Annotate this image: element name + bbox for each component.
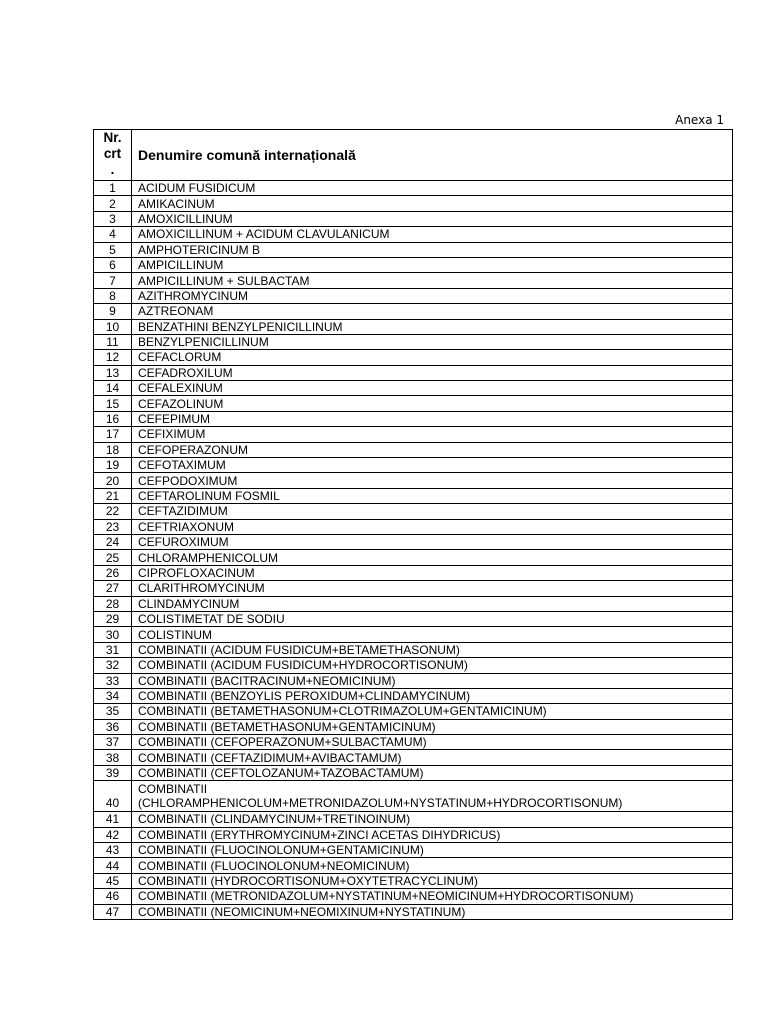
row-name: CEFAZOLINUM: [132, 396, 733, 411]
table-row: [94, 488, 733, 503]
row-number: 6: [94, 257, 132, 272]
row-number: 7: [94, 273, 132, 288]
table-row: [94, 534, 733, 549]
row-number: 11: [94, 334, 132, 349]
row-number: 39: [94, 765, 132, 780]
row-name: CEFUROXIMUM: [132, 534, 733, 549]
row-number: 27: [94, 581, 132, 596]
row-name: CLARITHROMYCINUM: [132, 581, 733, 596]
row-number: 32: [94, 658, 132, 673]
row-name: COMBINATII (BETAMETHASONUM+CLOTRIMAZOLUM+GENTAMICINUM): [132, 704, 733, 719]
row-number: 31: [94, 642, 132, 657]
table-header-row: [94, 130, 733, 181]
table-row: [94, 350, 733, 365]
table-row: [94, 581, 733, 596]
row-name: CEFPODOXIMUM: [132, 473, 733, 488]
table-row: [94, 688, 733, 703]
row-name: CLINDAMYCINUM: [132, 596, 733, 611]
row-number: 4: [94, 227, 132, 242]
row-number: 19: [94, 458, 132, 473]
row-name: BENZYLPENICILLINUM: [132, 334, 733, 349]
row-name: AZTREONAM: [132, 304, 733, 319]
row-number: 37: [94, 735, 132, 750]
table-row: [94, 396, 733, 411]
table-row: [94, 596, 733, 611]
row-name: AMPICILLINUM: [132, 257, 733, 272]
table-row: [94, 257, 733, 272]
row-number: 26: [94, 565, 132, 580]
table-row: [94, 889, 733, 904]
table-row: [94, 427, 733, 442]
table-row: [94, 843, 733, 858]
row-name: COMBINATII (METRONIDAZOLUM+NYSTATINUM+NEOMICINUM+HYDROCORTISONUM): [132, 889, 733, 904]
row-number: 17: [94, 427, 132, 442]
row-number: 25: [94, 550, 132, 565]
row-number: 13: [94, 365, 132, 380]
row-name: CEFACLORUM: [132, 350, 733, 365]
row-name: CEFOTAXIMUM: [132, 458, 733, 473]
table-row: [94, 242, 733, 257]
row-name: CEFOPERAZONUM: [132, 442, 733, 457]
table-row: [94, 704, 733, 719]
header-denumire: Denumire comună internațională: [132, 130, 733, 181]
table-row: [94, 458, 733, 473]
row-name: CEFTAZIDIMUM: [132, 504, 733, 519]
table-row: [94, 196, 733, 211]
table-row: [94, 334, 733, 349]
row-name: COMBINATII (HYDROCORTISONUM+OXYTETRACYCLINUM): [132, 873, 733, 888]
header-nr-crt: [94, 130, 132, 181]
row-number: 18: [94, 442, 132, 457]
row-name: AMPHOTERICINUM B: [132, 242, 733, 257]
row-number: 43: [94, 843, 132, 858]
row-number: 45: [94, 873, 132, 888]
row-name: COMBINATII (NEOMICINUM+NEOMIXINUM+NYSTATINUM): [132, 904, 733, 919]
row-name: CHLORAMPHENICOLUM: [132, 550, 733, 565]
row-name: ACIDUM FUSIDICUM: [132, 181, 733, 196]
row-number: 44: [94, 858, 132, 873]
row-name: CEFTRIAXONUM: [132, 519, 733, 534]
row-name: CEFALEXINUM: [132, 381, 733, 396]
row-number: 28: [94, 596, 132, 611]
row-name: COMBINATII (CLINDAMYCINUM+TRETINOINUM): [132, 812, 733, 827]
table-row: [94, 473, 733, 488]
row-name: COMBINATII (ERYTHROMYCINUM+ZINCI ACETAS DIHYDRICUS): [132, 827, 733, 842]
table-body: [94, 181, 733, 920]
row-name: COMBINATII (FLUOCINOLONUM+NEOMICINUM): [132, 858, 733, 873]
row-name: COMBINATII (BENZOYLIS PEROXIDUM+CLINDAMYCINUM): [132, 688, 733, 703]
table-row: [94, 611, 733, 626]
table-row: [94, 442, 733, 457]
row-number: 8: [94, 288, 132, 303]
table-row: [94, 319, 733, 334]
row-name-line1: COMBINATII: [138, 782, 208, 797]
row-name: CEFIXIMUM: [132, 427, 733, 442]
row-name: CEFEPIMUM: [132, 411, 733, 426]
row-name: COMBINATII (CEFOPERAZONUM+SULBACTAMUM): [132, 735, 733, 750]
row-number: 24: [94, 534, 132, 549]
table-row: [94, 719, 733, 734]
row-number: 1: [94, 181, 132, 196]
table-row: [94, 765, 733, 780]
table-row: [94, 273, 733, 288]
row-number: 15: [94, 396, 132, 411]
row-name: COLISTINUM: [132, 627, 733, 642]
row-name: AMOXICILLINUM: [132, 211, 733, 226]
row-number: 3: [94, 211, 132, 226]
row-name: AMIKACINUM: [132, 196, 733, 211]
table-row: [94, 365, 733, 380]
row-number: 9: [94, 304, 132, 319]
row-number: 38: [94, 750, 132, 765]
table-row: [94, 873, 733, 888]
header-nr-line2: crt: [103, 146, 122, 161]
table-row: [94, 812, 733, 827]
row-number: 29: [94, 611, 132, 626]
row-name: COMBINATII (ACIDUM FUSIDICUM+HYDROCORTISONUM): [132, 658, 733, 673]
row-number: 46: [94, 889, 132, 904]
table-row: [94, 304, 733, 319]
row-name: COMBINATII (BETAMETHASONUM+GENTAMICINUM): [132, 719, 733, 734]
row-number: 33: [94, 673, 132, 688]
row-name: CEFADROXILUM: [132, 365, 733, 380]
row-number: 40: [94, 781, 132, 812]
row-number: 20: [94, 473, 132, 488]
table-row: [94, 750, 733, 765]
table-row: [94, 211, 733, 226]
table-row: [94, 642, 733, 657]
table-row: [94, 565, 733, 580]
table-row: [94, 411, 733, 426]
row-number: 14: [94, 381, 132, 396]
table-row: [94, 381, 733, 396]
row-number: 21: [94, 488, 132, 503]
table-row: [94, 504, 733, 519]
row-name: [132, 781, 733, 812]
table-row: [94, 550, 733, 565]
row-number: 30: [94, 627, 132, 642]
row-number: 41: [94, 812, 132, 827]
table-row: [94, 227, 733, 242]
substances-table: [93, 129, 733, 920]
row-name: COMBINATII (BACITRACINUM+NEOMICINUM): [132, 673, 733, 688]
table-row: [94, 858, 733, 873]
table-row: [94, 904, 733, 919]
row-number: 22: [94, 504, 132, 519]
row-number: 34: [94, 688, 132, 703]
row-name: AZITHROMYCINUM: [132, 288, 733, 303]
row-name: COMBINATII (FLUOCINOLONUM+GENTAMICINUM): [132, 843, 733, 858]
row-name: CEFTAROLINUM FOSMIL: [132, 488, 733, 503]
table-row: [94, 627, 733, 642]
row-number: 5: [94, 242, 132, 257]
header-nr-line3: .: [110, 162, 115, 177]
row-number: 12: [94, 350, 132, 365]
row-name: AMPICILLINUM + SULBACTAM: [132, 273, 733, 288]
row-name: COMBINATII (CEFTAZIDIMUM+AVIBACTAMUM): [132, 750, 733, 765]
row-number: 23: [94, 519, 132, 534]
row-number: 47: [94, 904, 132, 919]
row-number: 36: [94, 719, 132, 734]
table-row: [94, 519, 733, 534]
row-name: BENZATHINI BENZYLPENICILLINUM: [132, 319, 733, 334]
row-name: COMBINATII (ACIDUM FUSIDICUM+BETAMETHASONUM): [132, 642, 733, 657]
row-name: COLISTIMETAT DE SODIU: [132, 611, 733, 626]
table-row: [94, 181, 733, 196]
row-number: 42: [94, 827, 132, 842]
row-number: 35: [94, 704, 132, 719]
row-number: 16: [94, 411, 132, 426]
table-row: [94, 658, 733, 673]
row-number: 10: [94, 319, 132, 334]
row-name: CIPROFLOXACINUM: [132, 565, 733, 580]
annex-label: Anexa 1: [675, 113, 724, 127]
header-nr-line1: Nr.: [103, 130, 122, 145]
table-row: [94, 288, 733, 303]
table-row: [94, 781, 733, 812]
row-name-line2: (CHLORAMPHENICOLUM+METRONIDAZOLUM+NYSTATINUM+HYDROCORTISONUM): [138, 796, 623, 811]
row-name: COMBINATII (CEFTOLOZANUM+TAZOBACTAMUM): [132, 765, 733, 780]
row-name: AMOXICILLINUM + ACIDUM CLAVULANICUM: [132, 227, 733, 242]
table-row: [94, 673, 733, 688]
row-number: 2: [94, 196, 132, 211]
table-row: [94, 827, 733, 842]
table-row: [94, 735, 733, 750]
